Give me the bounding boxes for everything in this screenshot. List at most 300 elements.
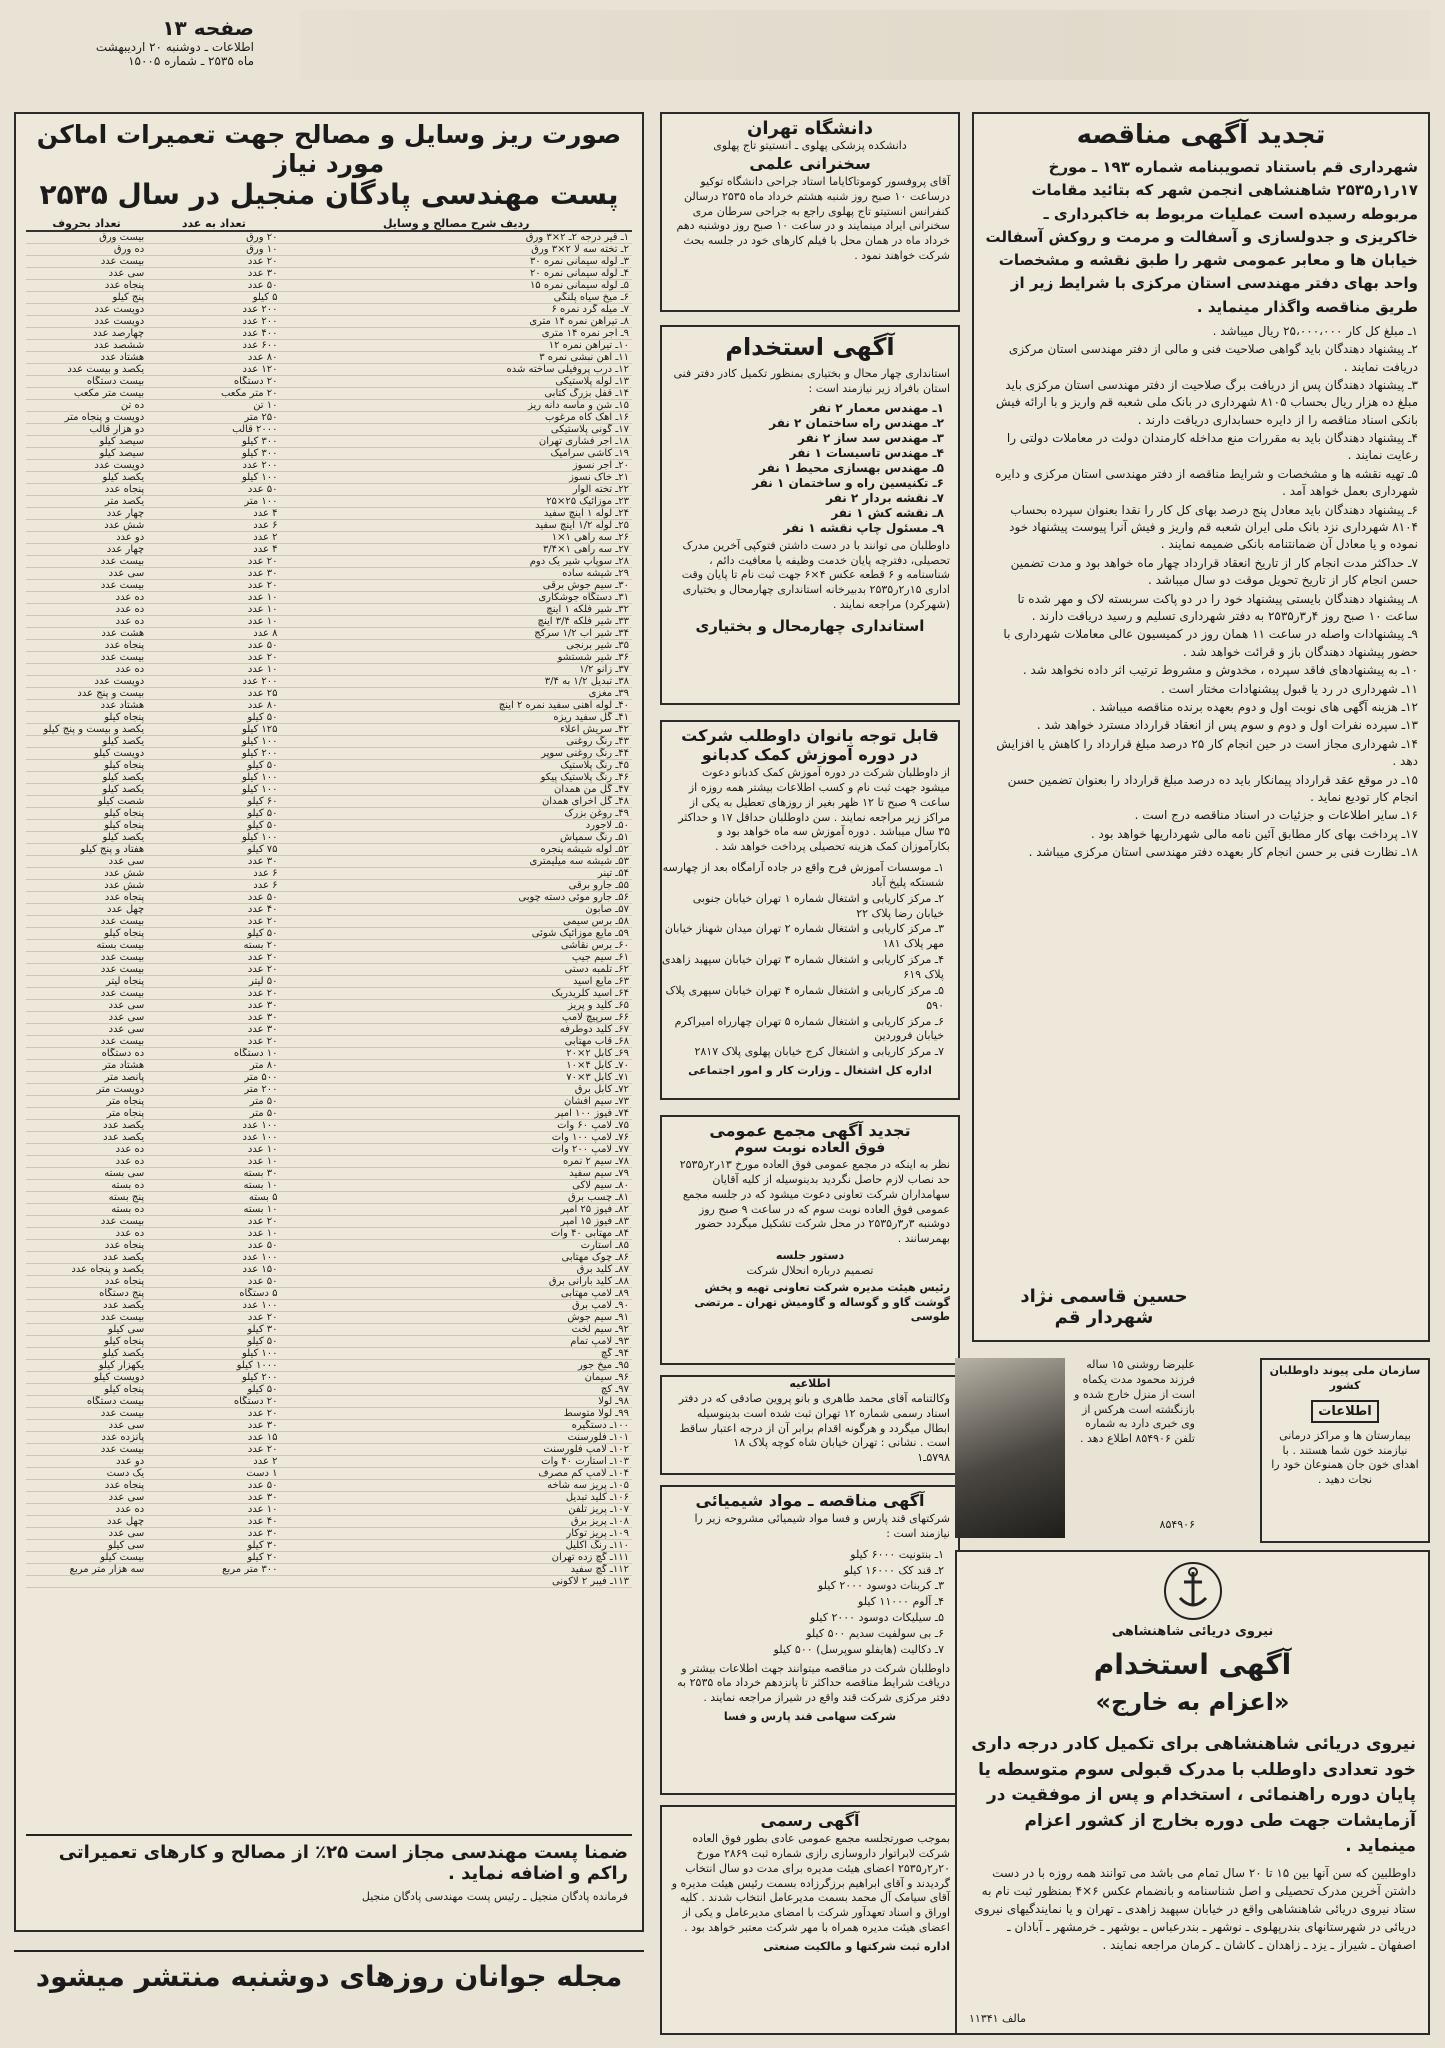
employment-item: ۹ـ مسئول چاپ نقشه ۱ نفر (783, 520, 944, 535)
material-qty-words: چهل عدد (26, 904, 147, 916)
material-name: ۷۱ـ کابل ۳×۷۰ (281, 1072, 632, 1084)
material-name: ۸۵ـ استارت (281, 1240, 632, 1252)
tender-item: ۱۶ـ سایر اطلاعات و جزئیات در اسناد مناقصه درج است . (1134, 808, 1418, 823)
material-qty: ۵۰ عدد (147, 1240, 280, 1252)
material-qty-words: پنج کیلو (26, 292, 147, 304)
materials-row (26, 1288, 632, 1300)
materials-row (26, 1348, 632, 1360)
materials-row (26, 844, 632, 856)
chemicals-item: ۷ـ دکالیت (هایفلو سوپرسل) ۵۰۰ کیلو (773, 1642, 944, 1656)
material-qty: ۲۵ عدد (147, 688, 280, 700)
material-name: ۳۶ـ شیر شستشو (281, 652, 632, 664)
ladies-item: ۲ـ مرکز کاریابی و اشتغال شماره ۱ تهران خیابان جنوبی خیابان رضا پلاک ۲۲ (692, 891, 944, 920)
material-qty: ۵۰ عدد (147, 484, 280, 496)
material-name: ۱۲ـ درب پروفیلی ساخته شده (281, 364, 632, 376)
material-qty: ۶۰ کیلو (147, 796, 280, 808)
materials-row (26, 1168, 632, 1180)
material-name: ۲۵ـ لوله ۱/۲ اینچ سفید (281, 520, 632, 532)
navy-title: آگهی استخدام (1093, 1648, 1292, 1681)
materials-row (26, 1420, 632, 1432)
material-qty-words: بیست ورق (26, 231, 147, 244)
material-name: ۸۰ـ سیم لاکی (281, 1180, 632, 1192)
assembly-sign: رئیس هیئت مدیره شرکت تعاونی تهیه و پخش گوشت گاو و گوساله و گاومیش تهران ـ مرتضی طوسی (694, 1280, 950, 1324)
chemicals-item: ۲ـ قند کک ۱۶۰۰۰ کیلو (843, 1563, 944, 1577)
materials-row (26, 316, 632, 328)
material-name: ۱۱ـ آهن نبشی نمره ۳ (281, 352, 632, 364)
materials-row (26, 928, 632, 940)
tender-item: ۹ـ پیشنهادات واصله در ساعت ۱۱ همان روز در کمیسیون عالی معاملات شهرداری با حضور پیشنهاد دهندگان باز و قرائت خواهد شد . (1003, 627, 1418, 659)
materials-row (26, 1204, 632, 1216)
material-qty: ۷۵ کیلو (147, 844, 280, 856)
page-label: صفحه ۱۳ (162, 16, 254, 40)
material-qty-words: سی عدد (26, 1024, 147, 1036)
employment-item: ۱ـ مهندس معمار ۲ نفر (810, 400, 944, 415)
material-qty-words: پنجاه کیلو (26, 808, 147, 820)
tender-list (984, 323, 1418, 862)
material-qty (147, 1576, 280, 1588)
material-qty-words: سی عدد (26, 268, 147, 280)
material-qty-words: یکصد و بیست و پنج کیلو (26, 724, 147, 736)
material-name: ۱۰۱ـ فلورسنت (281, 1432, 632, 1444)
material-qty-words: بیست عدد (26, 556, 147, 568)
material-qty: ۸۰ متر (147, 1060, 280, 1072)
university-body: آقای پروفسور کوموتاکایاما استاد جراحی دانشگاه توکیو درساعت ۱۰ صبح روز شنبه هشتم خرداد ماه ۲۵۳۵ درسالن کنفرانس انستیتو تاج پهلوی راجع به جراحی سرطان مری سخنرانی ایراد مینمایند و در ساعت ۱۰ صبح روز دوشنبه دهم خرداد ماه در همان محل با فیلم کارهای خود در جلسه بحث شرکت خواهند نمود . (676, 174, 950, 263)
material-name: ۲۹ـ شیشه ساده (281, 568, 632, 580)
material-qty: ۲۰۰۰ قالب (147, 424, 280, 436)
materials-row (26, 976, 632, 988)
materials-row (26, 1084, 632, 1096)
material-qty-words: دو عدد (26, 1456, 147, 1468)
material-name: ۵۳ـ شیشه سه میلیمتری (281, 856, 632, 868)
material-qty-words: یکهزار کیلو (26, 1360, 147, 1372)
material-name: ۷۶ـ لامپ ۱۰۰ وات (281, 1132, 632, 1144)
material-qty: ۱۰ عدد (147, 604, 280, 616)
employment-item: ۲ـ مهندس راه ساختمان ۲ نفر (769, 415, 944, 430)
materials-row (26, 352, 632, 364)
material-name: ۱۰۸ـ پریز برق (281, 1516, 632, 1528)
material-qty: ۵۰ عدد (147, 892, 280, 904)
material-qty: ۵ بسته (147, 1192, 280, 1204)
material-name: ۱۱۳ـ فیبر ۲ لاکونی (281, 1576, 632, 1588)
masthead (14, 16, 254, 68)
material-name: ۸ـ تیرآهن نمره ۱۴ متری (281, 316, 632, 328)
materials-row (26, 532, 632, 544)
material-qty: ۲۰۰ عدد (147, 304, 280, 316)
materials-row (26, 1012, 632, 1024)
materials-row (26, 1120, 632, 1132)
employment-list (662, 401, 944, 535)
material-qty-words: دو هزار قالب (26, 424, 147, 436)
material-qty-words: سی عدد (26, 856, 147, 868)
material-qty-words: یکصد و بیست عدد (26, 364, 147, 376)
material-qty: ۳۰ عدد (147, 1012, 280, 1024)
material-qty: ۵ دستگاه (147, 1288, 280, 1300)
materials-row (26, 1024, 632, 1036)
materials-row (26, 1192, 632, 1204)
materials-row (26, 292, 632, 304)
materials-row (26, 1228, 632, 1240)
material-qty-words: ده بسته (26, 1180, 147, 1192)
material-qty-words: بیست عدد (26, 652, 147, 664)
material-name: ۱ـ قیر درجه ۲ـ ۲×۳ ورق (281, 231, 632, 244)
materials-row (26, 1240, 632, 1252)
materials-row (26, 1408, 632, 1420)
material-qty-words: پنجاه عدد (26, 892, 147, 904)
tender-sign-role: شهردار قم (1054, 1307, 1154, 1328)
university-ad (660, 112, 960, 312)
materials-row (26, 616, 632, 628)
materials-row (26, 1312, 632, 1324)
material-name: ۶۸ـ قاب مهتابی (281, 1036, 632, 1048)
material-qty: ۸ عدد (147, 628, 280, 640)
material-qty-words: چهارصد عدد (26, 328, 147, 340)
material-qty-words: سی عدد (26, 568, 147, 580)
materials-row (26, 556, 632, 568)
material-qty-words: یکصد عدد (26, 1300, 147, 1312)
material-qty-words: ده عدد (26, 1156, 147, 1168)
materials-header-name: ردیف شرح مصالح و وسایل (281, 217, 632, 231)
material-name: ۷۳ـ سیم افشان (281, 1096, 632, 1108)
material-name: ۳۲ـ شیر فلکه ۱ اینچ (281, 604, 632, 616)
materials-row (26, 1276, 632, 1288)
material-name: ۱۹ـ کاشی سرامیک (281, 448, 632, 460)
material-qty-words: یکصد کیلو (26, 832, 147, 844)
material-qty-words: پنجاه عدد (26, 1240, 147, 1252)
material-name: ۴۴ـ رنگ روغنی سوپر (281, 748, 632, 760)
tender-item: ۳ـ پیشنهاد دهندگان پس از دریافت برگ صلاحیت از دفتر مهندسی استان مرکزی باید مبلغ ده هزار ریال بحساب ۸۱۰۵ شهرداری در بانک ملی شعبه قم واریز و با ارائه فیش بانکی اسناد مناقصه را از دایره حسابداری دریافت دارند . (995, 377, 1418, 427)
material-qty: ۲۰ عدد (147, 988, 280, 1000)
material-qty: ۱۰ عدد (147, 1504, 280, 1516)
material-name: ۷ـ میله گرد نمره ۶ (281, 304, 632, 316)
materials-row (26, 1300, 632, 1312)
materials-row (26, 988, 632, 1000)
materials-row (26, 724, 632, 736)
material-qty-words: بیست عدد (26, 988, 147, 1000)
material-name: ۶۶ـ سرپیچ لامپ (281, 1012, 632, 1024)
material-qty: ۱۵۰ عدد (147, 1264, 280, 1276)
materials-row (26, 700, 632, 712)
materials-row (26, 388, 632, 400)
assembly-agenda: تصمیم درباره انحلال شرکت (746, 1263, 874, 1277)
material-qty: ۵ کیلو (147, 292, 280, 304)
navy-body: داوطلبین که سن آنها بین ۱۵ تا ۲۰ سال تمام می باشد می توانند همه روزه با در دست داشتن آخرین مدرک تحصیلی و اصل شناسنامه و بانضمام عکس ۶×۴ بمنظور ثبت نام به ستاد نیروی دریائی شاهنشاهی واقع در خیابان سپهبد زاهدی ـ تهران و یا نمایندگیهای نیروی دریائی در شهرستانهای بندرپهلوی ـ نوشهر ـ بندرعباس ـ بوشهر ـ خرمشهر ـ آبادان ـ اصفهان ـ شیراز ـ یزد ـ زاهدان ـ کاشان ـ کرمان مراجعه نمایند . (974, 1866, 1416, 1952)
material-name: ۶۵ـ کلید و پریز (281, 1000, 632, 1012)
material-qty-words: پنجاه لیتر (26, 976, 147, 988)
materials-table (26, 217, 632, 1588)
volunteers-text: بیمارستان ها و مراکز درمانی نیازمند خون شما هستند . با اهدای خون جان همنوعان خود را نجات دهید . (1271, 1428, 1419, 1487)
material-qty: ۶ عدد (147, 520, 280, 532)
material-qty-words: ده عدد (26, 592, 147, 604)
material-name: ۱۰۵ـ پریز سه شاخه (281, 1480, 632, 1492)
material-qty-words: دو عدد (26, 532, 147, 544)
material-name: ۶۱ـ سیم جیپ (281, 952, 632, 964)
material-qty: ۵۰ عدد (147, 1276, 280, 1288)
materials-row (26, 820, 632, 832)
materials-footer-line1: ضمنا پست مهندسی مجاز است ۲۵٪ از مصالح و کارهای تعمیراتی (58, 1842, 628, 1863)
material-qty: ۱۰ عدد (147, 664, 280, 676)
material-qty-words: هشتاد عدد (26, 352, 147, 364)
material-qty: ۱۰۰ کیلو (147, 832, 280, 844)
material-qty: ۳۰۰ کیلو (147, 436, 280, 448)
materials-row (26, 496, 632, 508)
material-qty: ۳۰ عدد (147, 1492, 280, 1504)
materials-row (26, 448, 632, 460)
tender-item: ۱۳ـ سپرده نفرات اول و دوم و سوم پس از انعقاد قرارداد مسترد خواهد شد . (1036, 718, 1418, 733)
materials-row (26, 1528, 632, 1540)
ladies-body: از داوطلبان شرکت در دوره آموزش کمک کدبانو دعوت میشود جهت ثبت نام و کسب اطلاعات بیشتر همه روزه از ساعت ۹ صبح تا ۱۲ ظهر بغیر از روزهای تعطیل به یکی از مراکز زیر مراجعه نمایند . سن داوطلبان حداقل ۱۷ و حداکثر ۳۵ سال میباشد . دوره آموزش سه ماه خواهد بود و بکارآموزان کمک هزینه تحصیلی پرداخت خواهد شد . (678, 766, 950, 854)
material-qty: ۵۰ کیلو (147, 712, 280, 724)
material-qty: ۱۰۰ کیلو (147, 772, 280, 784)
material-qty-words: ده ورق (26, 244, 147, 256)
material-qty-words: بیست عدد (26, 1444, 147, 1456)
material-name: ۲۶ـ سه راهی ۱×۱ (281, 532, 632, 544)
material-name: ۳۷ـ زانو ۱/۲ (281, 664, 632, 676)
navy-lead: نیروی دریائی شاهنشاهی برای تکمیل کادر درجه داری خود تعدادی داوطلب با مدرک قبولی سوم متوسطه یا پایان دوره راهنمائی ، استخدام و پس از موفقیت در آزمایشات جهت طی دوره بخارج از کشور اعزام مینماید . (971, 1734, 1416, 1856)
material-qty-words: دویست متر (26, 1084, 147, 1096)
material-name: ۳۵ـ شیر برنجی (281, 640, 632, 652)
employment-body: استانداری چهار محال و بختیاری بمنظور تکمیل کادر دفتر فنی استان بافراد زیر نیازمند است : (673, 367, 950, 395)
material-qty-words: دویست کیلو (26, 1372, 147, 1384)
material-qty-words: بیست عدد (26, 1036, 147, 1048)
material-qty-words: سی عدد (26, 1012, 147, 1024)
tender-title: تجدید آگهی مناقصه (1076, 120, 1326, 150)
material-name: ۱۰۶ـ کلید تبدیل (281, 1492, 632, 1504)
official-sign: اداره ثبت شرکتها و مالکیت صنعتی (763, 1939, 950, 1953)
material-name: ۹۵ـ میخ جور (281, 1360, 632, 1372)
materials-row (26, 1564, 632, 1576)
materials-row (26, 736, 632, 748)
materials-row (26, 904, 632, 916)
material-qty-words (26, 1576, 147, 1588)
materials-row (26, 1456, 632, 1468)
material-qty: ۸۰ عدد (147, 700, 280, 712)
material-qty-words: یکصد عدد (26, 1252, 147, 1264)
material-qty: ۱۰ عدد (147, 1156, 280, 1168)
material-qty: ۱۰۰ متر (147, 496, 280, 508)
material-name: ۵۴ـ تینر (281, 868, 632, 880)
materials-row (26, 376, 632, 388)
material-qty: ۵۰ متر (147, 1096, 280, 1108)
materials-row (26, 520, 632, 532)
materials-row (26, 1372, 632, 1384)
ladies-subtitle: در دوره آموزش کمک کدبانو (701, 745, 919, 764)
materials-row (26, 892, 632, 904)
material-name: ۱۰۹ـ پریز توکار (281, 1528, 632, 1540)
material-qty: ۵۰ کیلو (147, 1384, 280, 1396)
chemicals-list (662, 1548, 944, 1658)
missing-person-photo (955, 1358, 1065, 1538)
materials-row (26, 1000, 632, 1012)
material-name: ۶۰ـ برس نقاشی (281, 940, 632, 952)
material-qty: ۱۵ عدد (147, 1432, 280, 1444)
material-name: ۴ـ لوله سیمانی نمره ۲۰ (281, 268, 632, 280)
materials-row (26, 1048, 632, 1060)
employment-sign: استانداری چهارمحال و بختیاری (695, 616, 925, 635)
material-name: ۸۸ـ کلید بارانی برق (281, 1276, 632, 1288)
volunteers-org: سازمان ملی پیوند داوطلبان کشور (1269, 1364, 1421, 1392)
materials-row (26, 580, 632, 592)
chemicals-item: ۵ـ سیلیکات دوسود ۲۰۰۰ کیلو (810, 1611, 944, 1625)
material-qty: ۱۰ بسته (147, 1180, 280, 1192)
material-name: ۹۴ـ گچ (281, 1348, 632, 1360)
material-qty-words: هشتاد عدد (26, 700, 147, 712)
material-name: ۸۱ـ چسب برق (281, 1192, 632, 1204)
material-name: ۶۹ـ کابل ۲×۲۰ (281, 1048, 632, 1060)
materials-row (26, 280, 632, 292)
material-name: ۲ـ تخته سه لا ۲×۳ ورق (281, 244, 632, 256)
material-name: ۶۷ـ کلید دوطرفه (281, 1024, 632, 1036)
ladies-item: ۵ـ مرکز کاریابی و اشتغال شماره ۴ تهران خیابان سپهری پلاک ۵۹۰ (665, 983, 944, 1012)
material-qty-words: سی عدد (26, 1000, 147, 1012)
material-qty-words: پنجاه عدد (26, 640, 147, 652)
materials-row (26, 568, 632, 580)
material-name: ۸۶ـ چوک مهتابی (281, 1252, 632, 1264)
material-qty: ۱۰۰ عدد (147, 1252, 280, 1264)
material-name: ۱۷ـ گونی پلاستیکی (281, 424, 632, 436)
chemicals-item: ۳ـ کربنات دوسود ۲۰۰۰ کیلو (817, 1579, 944, 1593)
material-name: ۱۵ـ شن و ماسه دانه ریز (281, 400, 632, 412)
official-ad (660, 1805, 960, 2035)
material-name: ۵۷ـ صابون (281, 904, 632, 916)
material-qty: ۲۰ عدد (147, 1036, 280, 1048)
employment-title: آگهی استخدام (725, 333, 895, 361)
material-name: ۷۵ـ لامپ ۶۰ وات (281, 1120, 632, 1132)
materials-row (26, 760, 632, 772)
material-qty: ۲۰۰ متر (147, 1084, 280, 1096)
material-qty: ۲۰۰ عدد (147, 460, 280, 472)
material-name: ۲۱ـ خاک نسوز (281, 472, 632, 484)
materials-row (26, 856, 632, 868)
material-qty-words: ده عدد (26, 1144, 147, 1156)
masthead-line1: اطلاعات ـ دوشنبه ۲۰ اردیبهشت (95, 40, 254, 54)
material-qty: ۵۰ عدد (147, 1480, 280, 1492)
material-name: ۱۰ـ تیرآهن نمره ۱۲ (281, 340, 632, 352)
materials-row (26, 1504, 632, 1516)
material-qty-words: پنجاه کیلو (26, 928, 147, 940)
material-qty-words: دویست و پنجاه متر (26, 412, 147, 424)
materials-row (26, 1072, 632, 1084)
material-qty: ۱۰۰ کیلو (147, 784, 280, 796)
materials-row (26, 340, 632, 352)
assembly-ad (660, 1115, 960, 1365)
material-qty: ۱۰ عدد (147, 1228, 280, 1240)
tender-item: ۱۰ـ به پیشنهادهای فاقد سپرده ، مخدوش و مشروط ترتیب اثر داده نخواهد شد . (1022, 663, 1418, 678)
material-qty: ۱۰ دستگاه (147, 1048, 280, 1060)
material-name: ۵ـ لوله سیمانی نمره ۱۵ (281, 280, 632, 292)
material-name: ۶۳ـ مایع اسید (281, 976, 632, 988)
material-qty-words: ده دستگاه (26, 1048, 147, 1060)
material-name: ۷۲ـ کابل برق (281, 1084, 632, 1096)
lawyer-notice (660, 1375, 960, 1475)
employment-item: ۶ـ تکنیسین راه و ساختمان ۱ نفر (752, 475, 944, 490)
material-name: ۳۳ـ شیر فلکه ۳/۴ اینچ (281, 616, 632, 628)
material-name: ۳۱ـ دستگاه جوشکاری (281, 592, 632, 604)
materials-row (26, 1468, 632, 1480)
material-qty-words: یکصد و پنجاه عدد (26, 1264, 147, 1276)
material-name: ۱۱۱ـ گچ زده تهران (281, 1552, 632, 1564)
material-qty: ۶۰۰ عدد (147, 340, 280, 352)
material-qty-words: ده تن (26, 400, 147, 412)
tender-item: ۱۸ـ نظارت فنی بر حسن انجام کار بعهده دفتر مهندسی استان مرکزی میباشد . (1028, 845, 1418, 860)
material-qty: ۲۵۰ متر (147, 412, 280, 424)
material-qty: ۱۰ تن (147, 400, 280, 412)
employment-item: ۴ـ مهندس تاسیسات ۱ نفر (789, 445, 944, 460)
lawyer-title: اطلاعیه (789, 1377, 831, 1390)
material-qty: ۵۰ عدد (147, 280, 280, 292)
material-name: ۸۳ـ فیوز ۱۵ آمپر (281, 1216, 632, 1228)
chemicals-title: آگهی مناقصه ـ مواد شیمیائی (695, 1491, 925, 1510)
material-qty-words: دویست عدد (26, 304, 147, 316)
material-qty: ۲۰ کیلو (147, 1552, 280, 1564)
material-qty-words: شش عدد (26, 880, 147, 892)
tender-item: ۲ـ پیشنهاد دهندگان باید گواهی صلاحیت فنی و مالی از دفتر مهندسی استان مرکزی دریافت نمایند . (1008, 342, 1418, 374)
material-qty-words: ده عدد (26, 616, 147, 628)
material-qty: ۵۰ کیلو (147, 760, 280, 772)
material-qty-words: بیست عدد (26, 1216, 147, 1228)
material-qty: ۱ دست (147, 1468, 280, 1480)
material-qty: ۵۰ عدد (147, 640, 280, 652)
tender-item: ۱۵ـ در موقع عقد قرارداد پیمانکار باید ده درصد مبلغ قرارداد را بعنوان تضمین حسن انجام کار تودیع نماید . (1007, 772, 1418, 804)
material-qty-words: سی عدد (26, 1492, 147, 1504)
material-qty-words: سه هزار متر مربع (26, 1564, 147, 1576)
materials-row (26, 1144, 632, 1156)
material-name: ۳۸ـ تبدیل ۱/۲ به ۳/۴ (281, 676, 632, 688)
material-qty-words: بیست بسته (26, 940, 147, 952)
material-qty: ۲۰ عدد (147, 1408, 280, 1420)
material-qty: ۱۰ عدد (147, 592, 280, 604)
materials-row (26, 1492, 632, 1504)
material-qty: ۴ عدد (147, 508, 280, 520)
materials-row (26, 1156, 632, 1168)
material-name: ۴۷ـ گل من همدان (281, 784, 632, 796)
material-name: ۹۰ـ لامپ برق (281, 1300, 632, 1312)
material-qty-words: پنجاه کیلو (26, 712, 147, 724)
employment-item: ۸ـ نقشه کش ۱ نفر (831, 505, 944, 520)
material-qty: ۱۰۰۰ کیلو (147, 1360, 280, 1372)
material-qty: ۱۰ عدد (147, 616, 280, 628)
material-name: ۹۳ـ لامپ تمام (281, 1336, 632, 1348)
ladies-list (662, 861, 944, 1060)
material-name: ۲۷ـ سه راهی ۱×۳/۴ (281, 544, 632, 556)
material-name: ۴۱ـ گل سفید ریزه (281, 712, 632, 724)
materials-row (26, 244, 632, 256)
material-qty-words: یکصد کیلو (26, 736, 147, 748)
materials-row (26, 1324, 632, 1336)
assembly-title: تجدید آگهی مجمع عمومی (709, 1121, 911, 1140)
material-name: ۸۴ـ مهتابی ۴۰ وات (281, 1228, 632, 1240)
material-name: ۱۴ـ قفل بزرگ کتابی (281, 388, 632, 400)
material-qty: ۳۰۰ کیلو (147, 448, 280, 460)
material-name: ۷۸ـ سیم ۲ نمره (281, 1156, 632, 1168)
material-name: ۹۲ـ سیم لخت (281, 1324, 632, 1336)
material-qty: ۲۰ عدد (147, 1216, 280, 1228)
materials-header-qty: تعداد به عدد (147, 217, 280, 231)
material-qty: ۱۰۰ کیلو (147, 472, 280, 484)
material-qty: ۲۰ عدد (147, 556, 280, 568)
material-qty-words: پنجاه عدد (26, 280, 147, 292)
material-qty: ۵۰۰ متر (147, 1072, 280, 1084)
material-qty: ۲۰ عدد (147, 952, 280, 964)
employment-item: ۵ـ مهندس بهسازی محیط ۱ نفر (759, 460, 944, 475)
material-qty-words: هشتاد متر (26, 1060, 147, 1072)
material-qty-words: یکصد کیلو (26, 472, 147, 484)
material-qty: ۲۰۰ عدد (147, 316, 280, 328)
materials-row (26, 1360, 632, 1372)
chemicals-sign: شرکت سهامی قند پارس و فسا (723, 1710, 897, 1724)
university-heading: سخنرانی علمی (749, 153, 871, 173)
materials-row (26, 952, 632, 964)
material-qty: ۵۰ کیلو (147, 928, 280, 940)
